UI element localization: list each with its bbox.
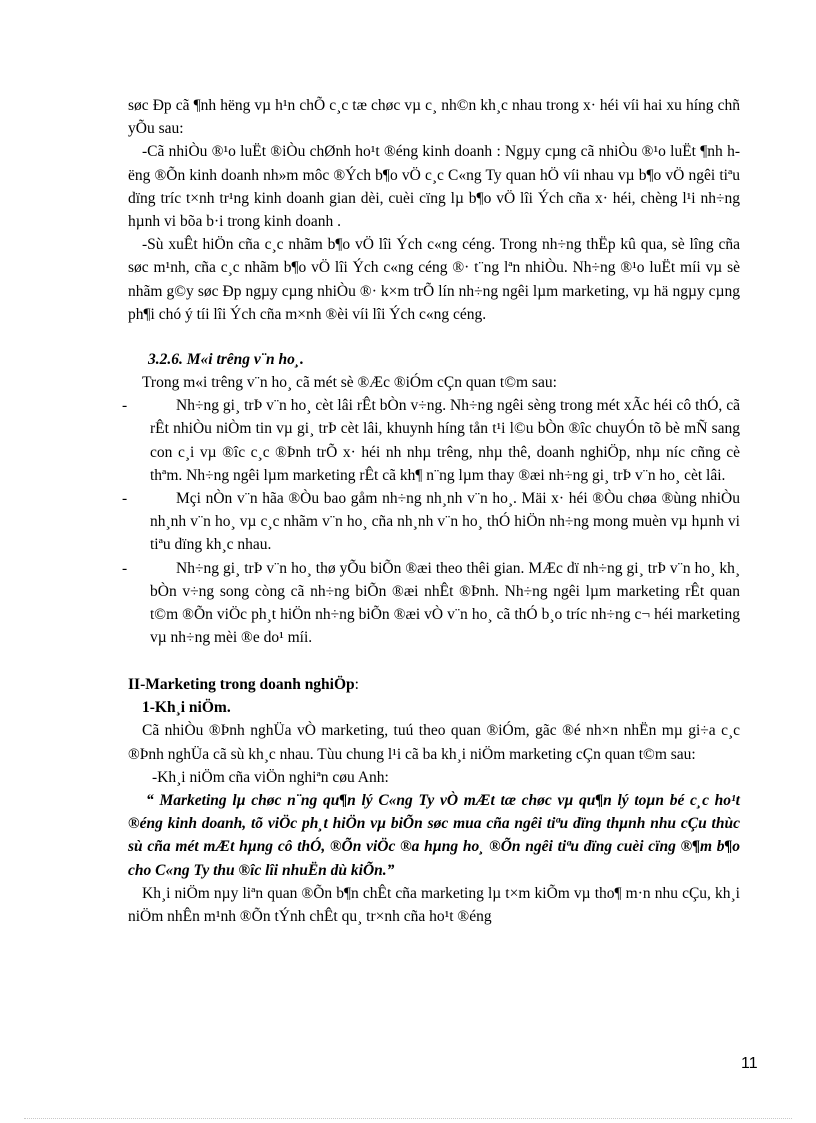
section-326-intro: Trong m«i trêng v¨n ho¸ cã mét sè ®Æc ®iÓm cÇn quan t©m sau: — [142, 374, 557, 392]
bullet-text: Nh÷ng gi¸ trÞ v¨n ho¸ cèt lâi rÊt bÒn v÷ng. Nh÷ng ngêi sèng trong mét xÃc héi cô thÓ, cã rÊt nhiÒu niÒm tin vµ gi¸ trÞ cèt lâi, khuynh híng tån t¹i l©u bÒn ®îc chuyÓn tõ bè mÑ sang con c¸i vµ ®îc c¸c ®Þnh trÕ x· héi nh nhµ trêng, nhµ thê, doanh nghiÖp, nhµ níc cñng cè thªm. Nh÷ng ngêi lµm marketing rÊt cã kh¶ n¨ng lµm thay ®æi nh÷ng gi¸ trÞ v¨n ho¸ cèt lâi. — [150, 397, 740, 484]
bullet-dash: - — [122, 490, 128, 508]
paragraph-public-groups: -Sù xuÊt hiÖn cña c¸c nhãm b¶o vÖ lîi Ých c«ng céng. Trong nh÷ng thËp kû qua, sè lîng cña søc m¹nh, cña c¸c nhãm b¶o vÖ lîi Ých c«ng céng ®· t¨ng lªn nhiÒu. Nh÷ng ®¹o luËt míi vµ sè nhãm g©y søc Ðp ngµy cµng nhiÒu ®· k×m trÕ lín nh÷ng ngêi lµm marketing, vµ hä ngµy cµng ph¶i chó ý tíi lîi Ých cña m×nh ®èi víi lîi Ých c«ng céng. — [128, 236, 740, 323]
paragraph-uk-institute: -Kh¸i niÖm cña viÖn nghiªn cøu Anh: — [152, 768, 389, 786]
bullet-dash: - — [122, 397, 128, 415]
bullet-text: Nh÷ng gi¸ trÞ v¨n ho¸ thø yÕu biÕn ®æi theo thêi gian. MÆc dï nh÷ng gi¸ trÞ v¨n ho¸ kh¸ bÒn v÷ng song còng cã nh÷ng biÕn ®æi nhÊt ®Þnh. Nh÷ng ngêi lµm marketing rÊt quan t©m ®Õn viÖc ph¸t hiÖn nh÷ng biÕn ®æi vÒ v¨n ho¸ cã thÓ b¸o tríc nh÷ng c¬ héi marketing vµ nh÷ng mèi ®e do¹ míi. — [150, 559, 740, 647]
paragraph-definitions: Cã nhiÒu ®Þnh nghÜa vÒ marketing, tuú theo quan ®iÓm, gãc ®é nh×n nhËn mµ gi÷a c¸c ®Þnh nghÜa cã sù kh¸c nhau. Tùu chung l¹i cã ba kh¸i niÖm marketing cÇn quan t©m sau: — [128, 722, 740, 763]
section-heading-ii — [128, 673, 740, 696]
paragraph-concept-relation: Kh¸i niÖm nµy liªn quan ®Õn b¶n chÊt cña marketing lµ t×m kiÕm vµ tho¶ m·n nhu cÇu, kh¸i niÖm nhÊn m¹nh ®Õn tÝnh chÊt qu¸ tr×nh cña ho¹t ®éng — [128, 884, 740, 926]
section-heading-ii-text: II-Marketing trong doanh nghiÖp — [128, 676, 355, 694]
section-heading-ii-colon: : — [354, 676, 359, 694]
bullet-item — [122, 394, 740, 487]
bullet-item — [122, 557, 740, 650]
bullet-item — [122, 487, 740, 557]
document-page — [122, 94, 740, 928]
section-heading-326: 3.2.6. M«i trêng v¨n ho¸. — [148, 351, 304, 369]
footer-divider — [24, 1118, 792, 1119]
paragraph-laws: -Cã nhiÒu ®¹o luËt ®iÒu chØnh ho¹t ®éng kinh doanh : Ngµy cµng cã nhiÒu ®¹o luËt ¶nh hëng ®Õn kinh doanh nh»m môc ®Ých b¶o vÖ c¸c C«ng Ty quan hÖ víi nhau vµ b¶o vÖ ngêi tiªu dïng tríc t×nh tr¹ng kinh doanh gian dèi, cuèi cïng lµ b¶o vÖ lîi Ých cña x· héi, chèng l¹i nh÷ng hµnh vi bõa b·i trong kinh doanh . — [128, 143, 740, 231]
definition-quote: “ Marketing lµ chøc n¨ng qu¶n lý C«ng Ty vÒ mÆt tæ chøc vµ qu¶n lý toµn bé c¸c ho¹t ®éng kinh doanh, tõ viÖc ph¸t hiÖn vµ biÕn søc mua cña ngêi tiªu dïng thµnh nhu cÇu thùc sù cña mét mÆt hµng cô thÓ, ®Õn viÖc ®a hµng ho¸ ®Õn ngêi tiªu dïng cuèi cïng ®¶m b¶o cho C«ng Ty thu ®îc lîi nhuËn dù kiÕn.” — [128, 792, 740, 879]
bullet-dash: - — [122, 559, 128, 577]
bullet-text: Mçi nÒn v¨n hãa ®Òu bao gåm nh÷ng nh¸nh v¨n ho¸. Mäi x· héi ®Òu chøa ®ùng nhiÒu nh¸nh v¨n ho¸ vµ c¸c nhãm v¨n ho¸ cña nh¸nh v¨n ho¸ thÓ hiÖn nh÷ng mong muèn vµ hµnh vi tiªu dïng kh¸c nhau. — [150, 490, 740, 554]
sub-heading-concept: 1-Kh¸i niÖm. — [142, 699, 231, 717]
paragraph-intro: søc Ðp cã ¶nh hëng vµ h¹n chÕ c¸c tæ chøc vµ c¸ nh©n kh¸c nhau trong x· héi víi hai xu híng chñ yÕu sau: — [128, 97, 740, 138]
page-number: 11 — [741, 1055, 758, 1072]
